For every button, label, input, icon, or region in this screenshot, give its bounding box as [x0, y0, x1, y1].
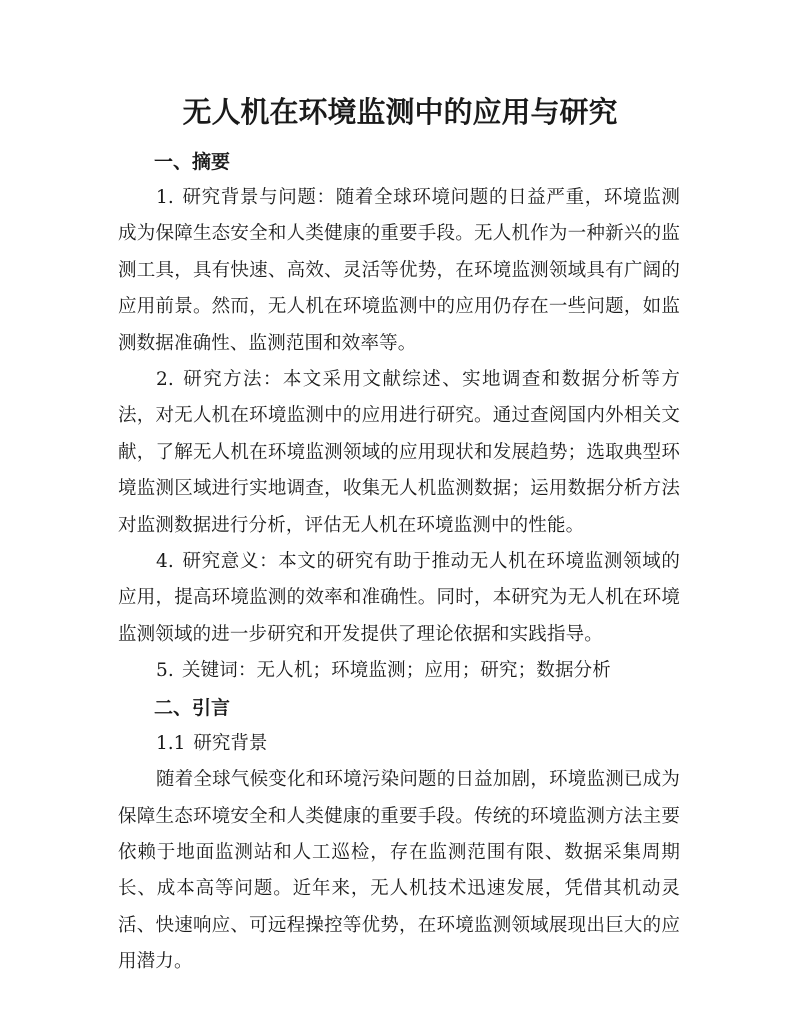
abstract-item-text: 研究意义：本文的研究有助于推动无人机在环境监测领域的应用，提高环境监测的效率和准确性。同时，本研究为无人机在环境监测领域的进一步研究和开发提供了理论依据和实践指导。	[118, 551, 680, 645]
intro-subheading	[118, 726, 680, 762]
abstract-item-number: 5.	[156, 660, 174, 682]
abstract-item-number: 1.	[156, 187, 174, 208]
abstract-item-4	[118, 544, 680, 653]
abstract-item-2	[118, 362, 680, 544]
intro-subheading-number: 1.1	[156, 732, 186, 754]
page-title: 无人机在环境监测中的应用与研究	[182, 95, 618, 129]
keywords-text: 关键词：无人机；环境监测；应用；研究；数据分析	[181, 660, 611, 682]
abstract-item-5	[118, 653, 680, 689]
intro-heading: 二、引言	[154, 696, 231, 719]
document-body	[118, 144, 680, 981]
intro-paragraph: 随着全球气候变化和环境污染问题的日益加剧，环境监测已成为保障生态环境安全和人类健康的重要手段。传统的环境监测方法主要依赖于地面监测站和人工巡检，存在监测范围有限、数据采集周期长、成本高等问题。近年来，无人机技术迅速发展，凭借其机动灵活、快速响应、可远程操控等优势，在环境监测领域展现出巨大的应用潜力。	[118, 769, 680, 973]
abstract-item-text: 研究方法：本文采用文献综述、实地调查和数据分析等方法，对无人机在环境监测中的应用进行研究。通过查阅国内外相关文献，了解无人机在环境监测领域的应用现状和发展趋势；选取典型环境监测区域进行实地调查，收集无人机监测数据；运用数据分析方法对监测数据进行分析，评估无人机在环境监测中的性能。	[118, 369, 680, 536]
abstract-item-text: 研究背景与问题：随着全球环境问题的日益严重，环境监测成为保障生态安全和人类健康的重要手段。无人机作为一种新兴的监测工具，具有快速、高效、灵活等优势，在环境监测领域具有广阔的应用前景。然而，无人机在环境监测中的应用仍存在一些问题，如监测数据准确性、监测范围和效率等。	[118, 187, 680, 354]
abstract-item-number: 2.	[156, 369, 174, 391]
abstract-item-1	[118, 180, 680, 362]
intro-subheading-text: 研究背景	[193, 732, 268, 754]
abstract-item-number: 4.	[156, 551, 174, 573]
abstract-heading: 一、摘要	[154, 151, 231, 173]
